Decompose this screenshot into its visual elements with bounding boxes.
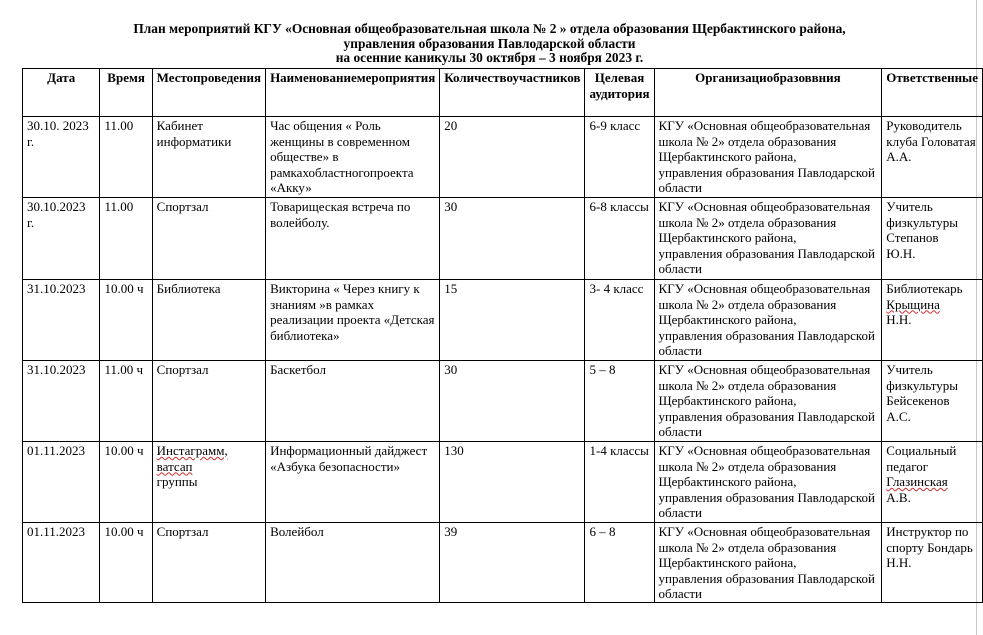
cell-responsible (882, 117, 983, 198)
events-table (22, 68, 983, 603)
responsible-line-a: Инструктор по спорту Бондарь Н.Н. (886, 524, 973, 571)
cell-org (654, 198, 882, 280)
cell-time: 11.00 ч (100, 361, 152, 442)
cell-place: Кабинет информатики (152, 117, 265, 198)
org-line-a: КГУ «Основная общеобразовательная школа № 2» отдела образования Щербактинского района, (658, 281, 871, 328)
org-line-a: КГУ «Основная общеобразовательная школа № 2» отдела образования Щербактинского района, (658, 118, 871, 165)
cell-name: Баскетбол (266, 361, 440, 442)
document-title (22, 22, 957, 66)
cell-responsible (882, 361, 983, 442)
cell-count: 15 (440, 280, 585, 361)
cell-audience: 6-9 класс (585, 117, 654, 198)
cell-count: 30 (440, 361, 585, 442)
responsible-line-b: Ю.Н. (886, 245, 916, 261)
org-line-b: управления образования Павлодарской области (658, 164, 875, 196)
cell-name: Товарищеская встреча по волейболу. (266, 198, 440, 280)
place-groups: группы (156, 474, 198, 490)
table-row (23, 442, 983, 523)
cell-responsible (882, 523, 983, 603)
table-row (23, 280, 983, 361)
cell-place: Спортзал (152, 198, 265, 280)
responsible-line-b: А.В. (886, 489, 911, 505)
cell-audience: 6 – 8 (585, 523, 654, 603)
header-time: Время (100, 69, 152, 117)
cell-place: Библиотека (152, 280, 265, 361)
cell-org (654, 117, 882, 198)
title-line-2: управления образования Павлодарской области (343, 35, 636, 51)
header-responsible: Ответственные (882, 69, 983, 117)
cell-place (152, 442, 265, 523)
header-name: Наименованиемероприятия (266, 69, 440, 117)
responsible-line-a: Руководитель клуба Головатая (886, 118, 976, 149)
org-line-a: КГУ «Основная общеобразовательная школа № 2» отдела образования Щербактинского района, (658, 199, 871, 246)
title-line-3: на осенние каникулы 30 октября – 3 ноября 2023 г. (335, 50, 644, 66)
cell-responsible (882, 442, 983, 523)
responsible-line-b: А.С. (886, 408, 911, 424)
responsible-surname: Крыщина (886, 296, 940, 312)
cell-place: Спортзал (152, 361, 265, 442)
cell-place: Спортзал (152, 523, 265, 603)
cell-audience: 3- 4 класс (585, 280, 654, 361)
responsible-line-a: Социальный педагог (886, 443, 957, 474)
table-row (23, 361, 983, 442)
header-audience: Целевая аудитория (585, 69, 654, 117)
table-row (23, 117, 983, 198)
responsible-line-a: Учитель физкультуры Степанов (886, 199, 959, 246)
cell-count: 39 (440, 523, 585, 603)
title-line-1: План мероприятий КГУ «Основная общеобразовательная школа № 2 » отдела образования Щербактинского района, (133, 21, 846, 36)
cell-name: Волейбол (266, 523, 440, 603)
responsible-surname: Глазинская (886, 474, 948, 490)
cell-count: 30 (440, 198, 585, 280)
responsible-line-b: Н.Н. (886, 312, 912, 328)
table-header-row (23, 69, 983, 117)
org-line-a: КГУ «Основная общеобразовательная школа № 2» отдела образования Щербактинского района, (658, 524, 871, 571)
table-row (23, 198, 983, 280)
responsible-line-a: Библиотекарь (886, 281, 963, 296)
table-row (23, 523, 983, 603)
org-line-b: управления образования Павлодарской области (658, 489, 875, 521)
cell-audience: 6-8 классы (585, 198, 654, 280)
cell-time: 10.00 ч (100, 523, 152, 603)
cell-org (654, 280, 882, 361)
cell-time: 10.00 ч (100, 280, 152, 361)
cell-org (654, 361, 882, 442)
cell-org (654, 442, 882, 523)
cell-time: 10.00 ч (100, 442, 152, 523)
header-date: Дата (23, 69, 100, 117)
cell-audience: 1-4 классы (585, 442, 654, 523)
place-whatsapp: ватсап (156, 458, 193, 474)
org-line-a: КГУ «Основная общеобразовательная школа № 2» отдела образования Щербактинского района, (658, 362, 871, 409)
org-line-b: управления образования Павлодарской области (658, 570, 875, 602)
org-line-b: управления образования Павлодарской области (658, 408, 875, 440)
cell-date: 31.10.2023 (23, 361, 100, 442)
cell-date: 01.11.2023 (23, 442, 100, 523)
cell-audience: 5 – 8 (585, 361, 654, 442)
cell-org (654, 523, 882, 603)
org-line-b: управления образования Павлодарской области (658, 327, 875, 359)
cell-name: Информационный дайджест «Азбука безопасности» (266, 442, 440, 523)
cell-count: 130 (440, 442, 585, 523)
header-count: Количествоучастников (440, 69, 585, 117)
cell-date: 01.11.2023 (23, 523, 100, 603)
org-line-b: управления образования Павлодарской области (658, 245, 875, 277)
cell-date: 31.10.2023 (23, 280, 100, 361)
cell-date: 30.10. 2023 г. (23, 117, 100, 198)
cell-time: 11.00 (100, 117, 152, 198)
header-org: Организациобразоввния (654, 69, 882, 117)
cell-responsible (882, 198, 983, 280)
cell-count: 20 (440, 117, 585, 198)
cell-name: Час общения « Роль женщины в современном обществе» в рамкахобластногопроекта «Акку» (266, 117, 440, 198)
cell-date: 30.10.2023 г. (23, 198, 100, 280)
responsible-line-a: Учитель физкультуры Бейсекенов (886, 362, 959, 409)
cell-time: 11.00 (100, 198, 152, 280)
org-line-a: КГУ «Основная общеобразовательная школа № 2» отдела образования Щербактинского района, (658, 443, 871, 490)
header-place: Местопроведения (152, 69, 265, 117)
cell-name: Викторина « Через книгу к знаниям »в рамках реализации проекта «Детская библиотека» (266, 280, 440, 361)
responsible-line-b: А.А. (886, 149, 912, 165)
place-instagram: Инстаграмм, (156, 443, 228, 458)
cell-responsible (882, 280, 983, 361)
